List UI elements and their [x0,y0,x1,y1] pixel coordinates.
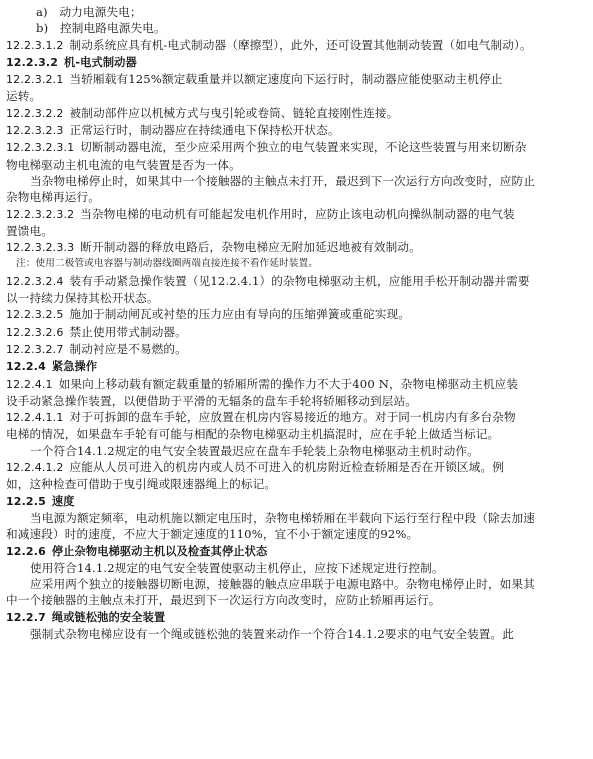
text-line [6,139,587,156]
clause-text: 电梯的情况，如果盘车手轮有可能与相配的杂物电梯驱动主机搞混时，应在手轮上做适当标记。 [6,427,500,442]
clause-text: 物电梯驱动主机电流的电气装置是否为一体。 [6,157,241,172]
clause-text: 杂物电梯再运行。 [6,190,100,205]
text-line [6,71,587,88]
text-line [6,526,587,542]
clause-text: 当电源为额定频率，电动机施以额定电压时，杂物电梯轿厢在半载向下运行至行程中段（除去加速 [30,510,535,525]
text-line [6,341,587,358]
clause-text: 置馈电。 [6,223,53,238]
clause-number: 12.2.4.1.1 [6,411,64,425]
text-line [6,173,587,189]
clause-number: 12.2.3.2.5 [6,308,64,322]
clause-text: 当杂物电梯的电动机有可能起发电机作用时，应防止该电动机向操纵制动器的电气装 [80,206,515,221]
clause-number: 12.2.7 [6,610,46,624]
text-line [6,409,587,426]
clause-text: 机-电式制动器 [64,55,137,69]
clause-text: 制动系统应具有机-电式制动器（摩擦型），此外，还可设置其他制动装置（如电气制动）。 [69,37,532,52]
clause-text: 一个符合14.1.2规定的电气安全装置最迟应在盘车手轮装上杂物电梯驱动主机时动作。 [30,443,479,458]
text-line [6,393,587,409]
clause-text: 紧急操作 [51,360,98,374]
text-line [6,476,587,492]
clause-text: 运转。 [6,89,42,104]
text-line [6,592,587,608]
text-line [6,426,587,442]
section-heading [6,358,587,375]
clause-number: 12.2.6 [6,544,46,558]
clause-text: 设手动紧急操作装置，以便借助于平滑的无辐条的盘车手轮将轿厢移动到层站。 [6,393,418,408]
clause-number: 12.2.3.2.2 [6,106,64,120]
clause-text: 使用符合14.1.2规定的电气安全装置使驱动主机停止，应按下述规定进行控制。 [30,560,444,575]
clause-text: 当杂物电梯停止时，如果其中一个接触器的主触点未打开，最迟到下一次运行方向改变时，应防止 [30,173,535,188]
section-heading [6,493,587,510]
clause-text: 停止杂物电梯驱动主机以及检查其停止状态 [51,544,268,558]
note-line [6,256,587,272]
text-line [6,122,587,139]
clause-text: 应能从人员可进入的机房内或人员不可进入的机房附近检查轿厢是否在开锁区域。例 [69,460,505,475]
clause-text: 正常运行时，制动器应在持续通电下保持松开状态。 [69,123,340,138]
text-line [6,290,587,306]
clause-number: 12.2.5 [6,494,46,508]
text-line [6,443,587,459]
text-line [6,376,587,393]
clause-number: 12.2.3.2.4 [6,274,64,288]
section-heading [6,543,587,560]
text-line [6,223,587,239]
text-line [6,626,587,642]
clause-number: 12.2.3.2 [6,55,59,69]
clause-number: 12.2.4.1 [6,377,53,391]
clause-text: 如果向上移动载有额定载重量的轿厢所需的操作力不大于400 N，杂物电梯驱动主机应装 [58,376,519,391]
clause-text: 对于可拆卸的盘车手轮，应放置在机房内容易接近的地方。对于同一机房内有多台杂物 [69,410,516,425]
text-line [6,306,587,323]
text-line [6,88,587,104]
clause-number: 12.2.3.2.3.2 [6,207,75,221]
clause-text: 制动衬应是不易燃的。 [69,341,187,356]
clause-text: 注：使用二极管或电容器与制动器线圈两端直接连接不看作延时装置。 [16,258,319,270]
text-line [6,206,587,223]
clause-text: 切断制动器电流，至少应采用两个独立的电气装置来实现，不论这些装置与用来切断杂 [80,140,527,155]
clause-number: 12.2.3.2.1 [6,73,64,87]
clause-number: 12.2.4 [6,360,46,374]
clause-text: b) 控制电路电源失电。 [36,21,166,36]
clause-text: 被制动部件应以机械方式与曳引轮或卷筒、链轮直接刚性连接。 [69,105,399,120]
clause-text: 禁止使用带式制动器。 [69,324,187,339]
clause-text: a) 动力电源失电； [36,5,142,19]
clause-number: 12.2.3.1.2 [6,38,64,52]
clause-number: 12.2.3.2.7 [6,342,64,356]
text-line [6,189,587,205]
clause-text: 断开制动器的释放电路后，杂物电梯应无附加延迟地被有效制动。 [80,240,421,255]
clause-text: 以一持续力保持其松开状态。 [6,291,159,306]
text-line [6,157,587,173]
text-line [6,576,587,592]
clause-number: 12.2.3.2.3.3 [6,241,75,255]
text-line [6,4,587,20]
text-line [6,37,587,54]
text-line [6,105,587,122]
text-line [6,20,587,36]
text-line [6,239,587,256]
clause-text: 施加于制动闸瓦或衬垫的压力应由有导向的压缩弹簧或重砣实现。 [69,307,411,322]
text-line [6,510,587,526]
text-line [6,273,587,290]
clause-text: 和减速段）时的速度，不应大于额定速度的110%，宜不小于额定速度的92%。 [6,527,419,542]
text-line [6,459,587,476]
clause-text: 装有手动紧急操作装置（见12.2.4.1）的杂物电梯驱动主机，应能用手松开制动器并需要 [69,273,530,288]
clause-text: 如，这种检查可借助于曳引绳或限速器绳上的标记。 [6,477,277,492]
section-heading [6,54,587,71]
clause-number: 12.2.3.2.3 [6,124,64,138]
clause-number: 12.2.3.2.3.1 [6,141,75,155]
clause-text: 速度 [51,494,75,508]
text-line [6,560,587,576]
clause-text: 强制式杂物电梯应设有一个绳或链松弛的装置来动作一个符合14.1.2要求的电气安全装置。此 [30,626,515,641]
clause-text: 中一个接触器的主触点未打开，最迟到下一次运行方向改变时，应防止轿厢再运行。 [6,593,441,608]
clause-text: 绳或链松弛的安全装置 [51,610,166,624]
text-line [6,324,587,341]
clause-number: 12.2.3.2.6 [6,325,64,339]
section-heading [6,609,587,626]
clause-text: 应采用两个独立的接触器切断电源，接触器的触点应串联于电源电路中。杂物电梯停止时，如果其 [30,577,535,592]
clause-number: 12.2.4.1.2 [6,461,64,475]
clause-text: 当轿厢载有125%额定载重量并以额定速度向下运行时，制动器应能使驱动主机停止 [69,72,503,87]
